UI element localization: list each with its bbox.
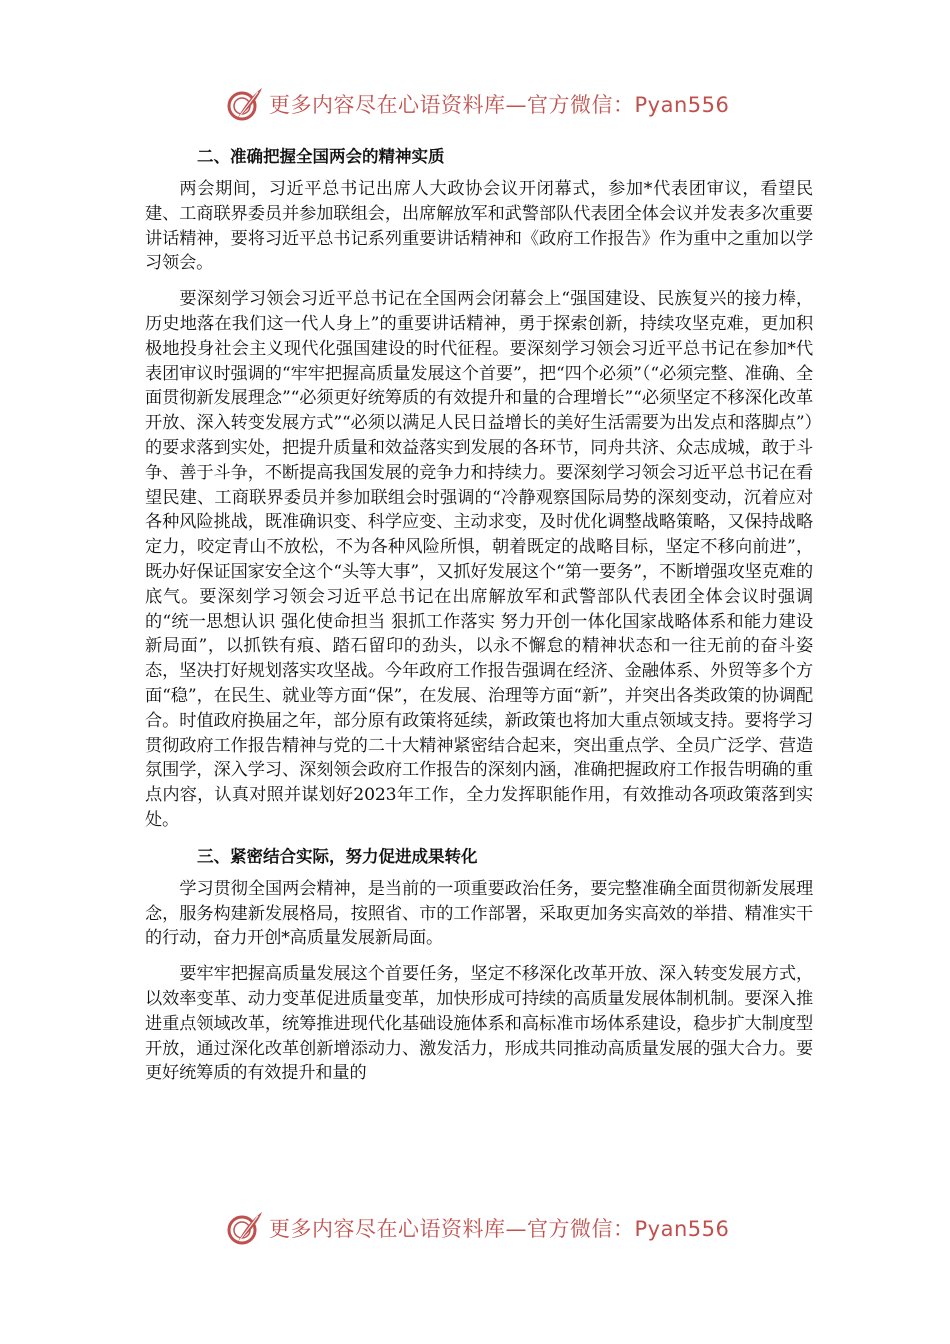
section-heading-3: 三、紧密结合实际，努力促进成果转化 [197,846,478,866]
paragraph: 要深刻学习领会习近平总书记在全国两会闭幕会上“强国建设、民族复兴的接力棒，历史地落在我们这一代人身上”的重要讲话精神，勇于探索创新，持续攻坚克难，更加积极地投身社会主义现代化强国建设的时代征程。要深刻学习领会习近平总书记在参加*代表团审议时强调的“牢牢把握高质量发展这个首要”，把“四个必须”（“必须完整、准确、全面贯彻新发展理念”“必须更好统筹质的有效提升和量的合理增长”“必须坚定不移深化改革开放、深入转变发展方式”“必须以满足人民日益增长的美好生活需要为出发点和落脚点”）的要求落到实处，把提升质量和效益落实到发展的各环节，同舟共济、众志成城，敢于斗争、善于斗争，不断提高我国发展的竞争力和持续力。要深刻学习领会习近平总书记在看望民建、工商联界委员并参加联组会时强调的“冷静观察国际局势的深刻变动，沉着应对各种风险挑战，既准确识变、科学应变、主动求变，及时优化调整战略策略，又保持战略定力，咬定青山不放松，不为各种风险所惧，朝着既定的战略目标，坚定不移向前进”，既办好保证国家安全这个“头等大事”，又抓好发展这个“第一要务”，不断增强攻坚克难的底气。要深刻学习领会习近平总书记在出席解放军和武警部队代表团全体会议时强调的“统一思想认识 强化使命担当 狠抓工作落实 努力开创一体化国家战略体系和能力建设新局面”，以抓铁有痕、踏石留印的劲头，以永不懈怠的精神状态和一往无前的奋斗姿态，坚决打好规划落实攻坚战。今年政府工作报告强调在经济、金融体系、外贸等多个方面“稳”，在民生、就业等方面“保”，在发展、治理等方面“新”，并突出各类政策的协调配合。时值政府换届之年，部分原有政策将延续，新政策也将加大重点领域支持。要将学习贯彻政府工作报告精神与党的二十大精神紧密结合起来，突出重点学、全员广泛学、营造氛围学，深入学习、深刻领会政府工作报告的深刻内涵，准确把握政府工作报告明确的重点内容，认真对照并谋划好2023年工作，全力发挥职能作用，有效推动各项政策落到实处。 [145,289,813,830]
document-body [145,144,813,1097]
section-heading-2: 二、准确把握全国两会的精神实质 [197,147,445,166]
watermark-banner-bottom [225,1206,729,1250]
coin-with-feather-icon [225,84,265,124]
paragraph: 学习贯彻全国两会精神，是当前的一项重要政治任务，要完整准确全面贯彻新发展理念，服务构建新发展格局，按照省、市的工作部署，采取更加务实高效的举措、精准实干的行动，奋力开创*高质量发展新局面。 [145,878,813,949]
watermark-banner-top [225,82,729,126]
paragraph: 两会期间，习近平总书记出席人大政协会议开闭幕式，参加*代表团审议，看望民建、工商联界委员并参加联组会，出席解放军和武警部队代表团全体会议并发表多次重要讲话精神，要将习近平总书记系列重要讲话精神和《政府工作报告》作为重中之重加以学习领会。 [145,179,813,274]
watermark-text: 更多内容尽在心语资料库—官方微信：Pyan556 [269,93,730,117]
paragraph: 要牢牢把握高质量发展这个首要任务，坚定不移深化改革开放、深入转变发展方式，以效率变革、动力变革促进质量变革，加快形成可持续的高质量发展体制机制。要深入推进重点领域改革，统筹推进现代化基础设施体系和高标准市场体系建设，稳步扩大制度型开放，通过深化改革创新增添动力、激发活力，形成共同推动高质量发展的强大合力。要更好统筹质的有效提升和量的 [145,964,813,1084]
watermark-text: 更多内容尽在心语资料库—官方微信：Pyan556 [269,1217,730,1241]
coin-with-feather-icon [225,1208,265,1248]
